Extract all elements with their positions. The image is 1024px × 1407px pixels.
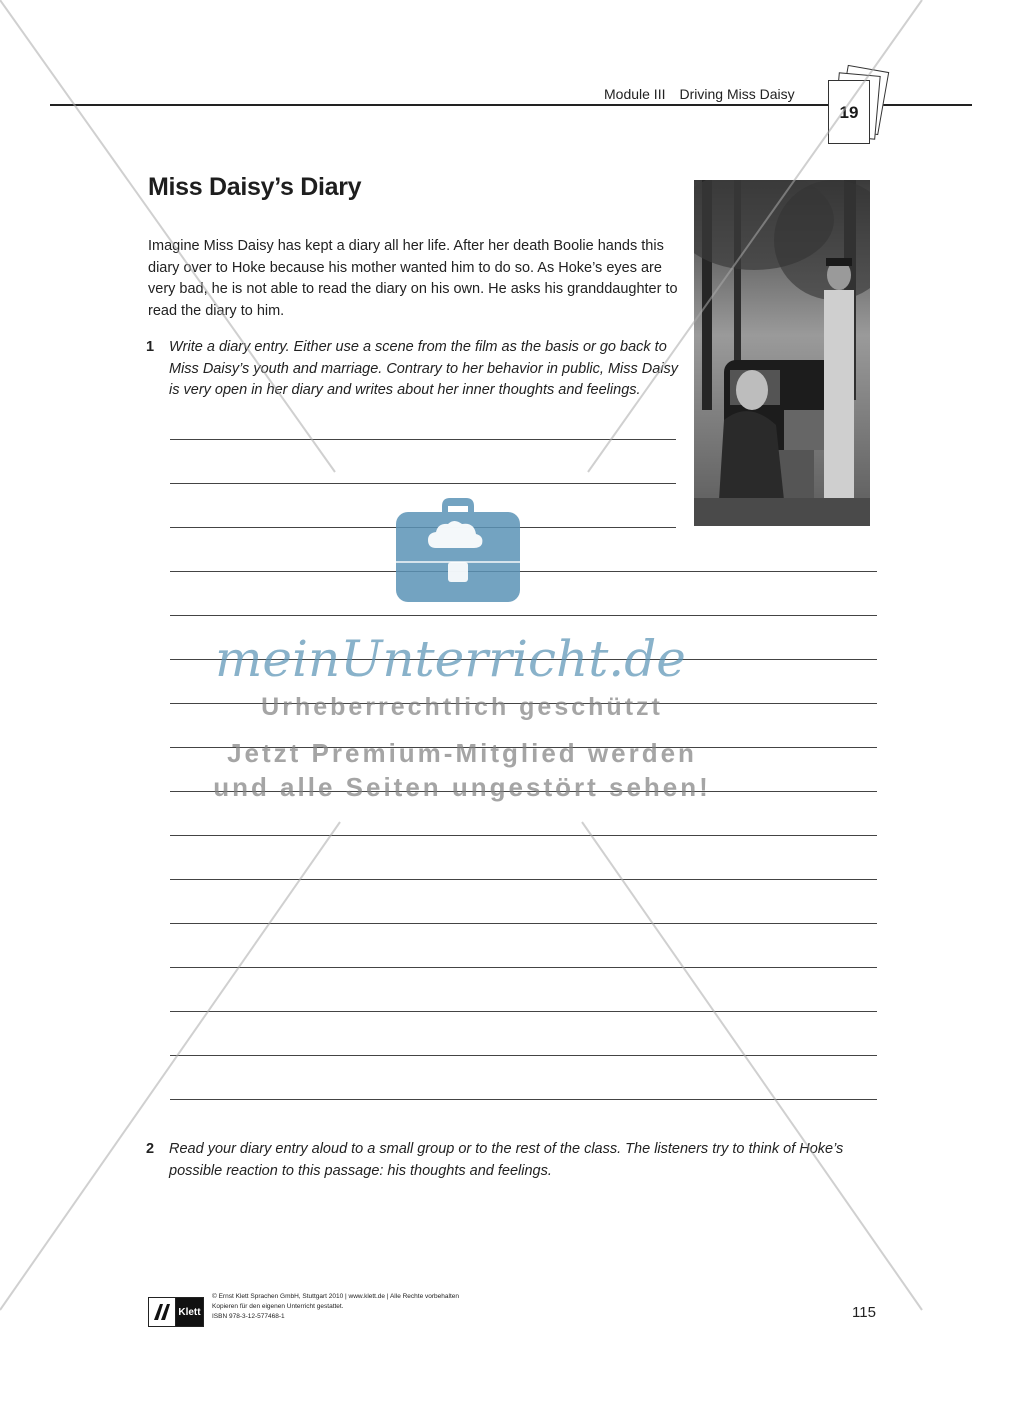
- watermark-line-1: Urheberrechtlich geschützt: [261, 693, 663, 721]
- task-number: 2: [146, 1141, 155, 1157]
- watermark-brand: meinUnterricht.de: [215, 630, 686, 688]
- briefcase-cloud-icon: [394, 498, 522, 604]
- copyright-line: © Ernst Klett Sprachen GmbH, Stuttgart 2010 | www.klett.de | Alle Rechte vorbehalten: [212, 1293, 459, 1300]
- unit-number: 19: [839, 103, 859, 122]
- klett-logo-text: Klett: [176, 1298, 203, 1326]
- page-number: 115: [852, 1304, 876, 1321]
- task-text: Write a diary entry. Either use a scene from the film as the basis or go back to Miss Daisy’s youth and marriage. Contrary to her behavior in public, Miss Daisy is very open in her diary and writes about her inner thoughts and feelings.: [169, 339, 679, 398]
- isbn-line: ISBN 978-3-12-577468-1: [212, 1313, 285, 1320]
- task-text: Read your diary entry aloud to a small group or to the rest of the class. The listeners try to think of Hoke’s possible reaction to this passage: his thoughts and feelings.: [169, 1141, 844, 1179]
- task-number: 1: [146, 339, 155, 355]
- intro-paragraph: Imagine Miss Daisy has kept a diary all her life. After her death Boolie hands this diary over to Hoke because his mother wanted him to do so. As Hoke’s eyes are very bad, he is not able to read the diary on his own. He asks his granddaughter to read the diary to him.: [148, 238, 678, 319]
- worksheet-title: Miss Daisy’s Diary: [148, 173, 362, 201]
- watermark-line-3: und alle Seiten ungestört sehen!: [213, 772, 711, 802]
- watermark-line-2: Jetzt Premium-Mitglied werden: [227, 738, 697, 768]
- permission-line: Kopieren für den eigenen Unterricht gestattet.: [212, 1303, 344, 1310]
- module-label: Module III: [604, 86, 666, 102]
- subject-label: Driving Miss Daisy: [679, 86, 795, 102]
